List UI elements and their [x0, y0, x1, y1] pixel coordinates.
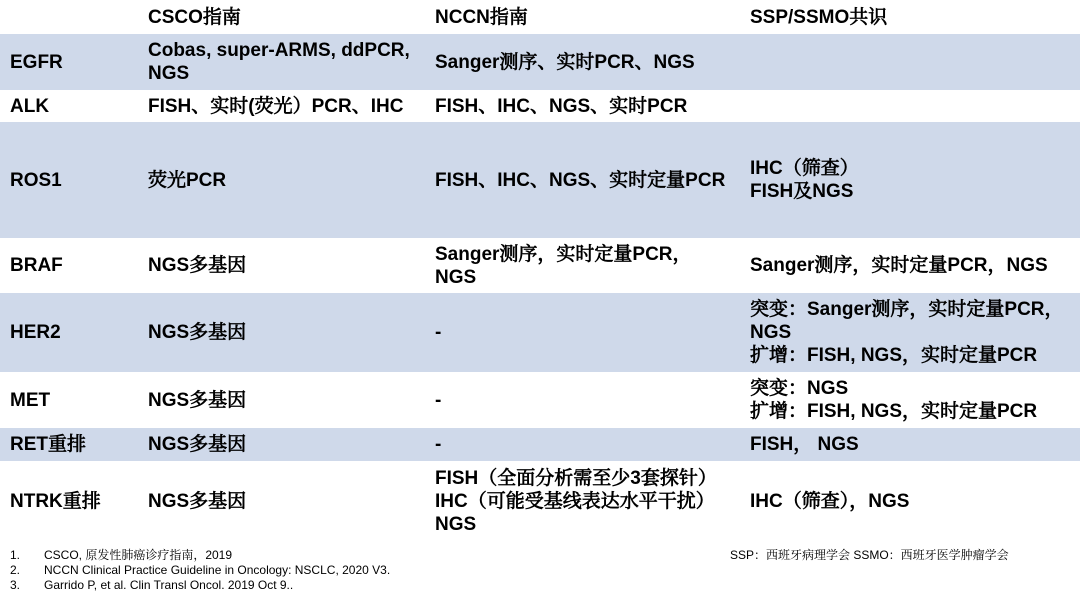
reference-number: 2. [10, 563, 21, 577]
gene-cell: ROS1 [10, 169, 62, 191]
table-row [0, 428, 1080, 461]
reference-item [10, 563, 390, 578]
gene-cell: MET [10, 389, 51, 411]
nccn-cell: - [435, 322, 442, 343]
gene-cell: NTRK重排 [10, 490, 101, 512]
gene-cell: HER2 [10, 322, 61, 343]
csco-cell: NGS多基因 [148, 490, 247, 512]
nccn-cell: Sanger测序、实时PCR、NGS [435, 51, 695, 73]
csco-cell: FISH、实时(荧光）PCR、IHC [148, 95, 404, 117]
table-row [0, 372, 1080, 428]
header-cell-ssp: SSP/SSMO共识 [750, 6, 888, 28]
csco-cell: NGS多基因 [148, 389, 247, 411]
ssp-cell: FISH， NGS [750, 434, 859, 455]
gene-cell: EGFR [10, 51, 63, 73]
gene-cell: BRAF [10, 255, 63, 276]
reference-text: CSCO, 原发性肺癌诊疗指南，2019 [44, 548, 233, 562]
csco-cell: NGS多基因 [148, 434, 247, 455]
ssp-cell: 突变：NGS 扩增：FISH, NGS，实时定量PCR [750, 378, 1038, 422]
nccn-cell: - [435, 389, 442, 411]
table-row [0, 122, 1080, 238]
csco-cell: NGS多基因 [148, 255, 247, 276]
ssp-cell: IHC（筛查） FISH及NGS [750, 158, 859, 202]
reference-item [10, 578, 390, 593]
nccn-cell: - [435, 434, 442, 455]
table-row [0, 90, 1080, 122]
reference-text: Garrido P, et al. Clin Transl Oncol. 2019 Oct 9.. [44, 578, 294, 592]
reference-text: NCCN Clinical Practice Guideline in Oncology: NSCLC, 2020 V3. [44, 563, 391, 577]
nccn-cell: FISH（全面分析需至少3套探针） IHC（可能受基线表达水平干扰） NGS [435, 467, 717, 535]
reference-list [10, 548, 390, 593]
reference-number: 3. [10, 578, 21, 592]
nccn-cell: FISH、IHC、NGS、实时定量PCR [435, 169, 726, 191]
table-header-row [0, 0, 1080, 34]
ssp-cell: IHC（筛查），NGS [750, 490, 910, 512]
csco-cell: 荧光PCR [148, 169, 227, 191]
gene-cell: RET重排 [10, 434, 87, 455]
reference-number: 1. [10, 548, 21, 562]
header-cell-nccn: NCCN指南 [435, 6, 528, 28]
csco-cell: NGS多基因 [148, 322, 247, 343]
csco-cell: Cobas, super-ARMS, ddPCR, NGS [148, 40, 410, 84]
nccn-cell: FISH、IHC、NGS、实时PCR [435, 95, 688, 117]
header-cell-csco: CSCO指南 [148, 6, 241, 28]
reference-item [10, 548, 390, 563]
table-row [0, 34, 1080, 90]
gene-cell: ALK [10, 95, 50, 117]
abbreviation-note: SSP：西班牙病理学会 SSMO：西班牙医学肿瘤学会 [730, 548, 1009, 562]
ssp-cell: Sanger测序，实时定量PCR，NGS [750, 255, 1048, 276]
table-row [0, 238, 1080, 293]
table-row [0, 293, 1080, 372]
table-row [0, 461, 1080, 541]
nccn-cell: Sanger测序，实时定量PCR， NGS [435, 243, 692, 288]
ssp-cell: 突变：Sanger测序，实时定量PCR， NGS 扩增：FISH, NGS，实时定量PCR [750, 299, 1064, 366]
